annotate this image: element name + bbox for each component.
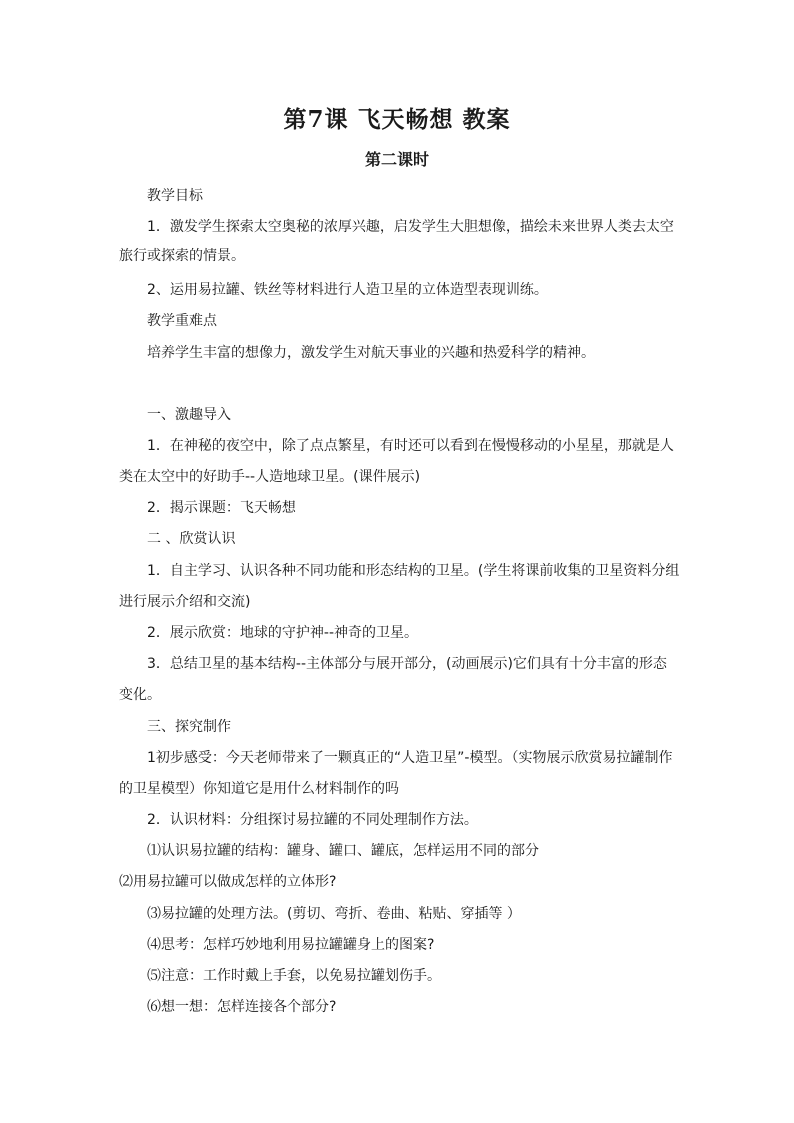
paragraph-line: 的卫星模型）你知道它是用什么材料制作的吗 [119,781,399,797]
paragraph-line: 1．在神秘的夜空中，除了点点繁星，有时还可以看到在慢慢移动的小星星，那就是人 [147,438,674,454]
list-item: ⑸注意：工作时戴上手套，以免易拉罐划伤手。 [147,968,441,984]
paragraph-line: 进行展示介绍和交流) [119,594,251,610]
list-item: ⑶易拉罐的处理方法。(剪切、弯折、卷曲、粘贴、穿插等 ） [147,906,521,922]
paragraph-line: 2．揭示课题：飞天畅想 [147,500,296,516]
paragraph-line: 旅行或探索的情景。 [119,248,245,264]
section-heading-key-points: 教学重难点 [147,313,217,329]
paragraph-line: 3．总结卫星的基本结构--主体部分与展开部分，(动画展示)它们具有十分丰富的形态 [147,656,667,672]
page-subtitle: 第二课时 [364,150,429,169]
section-heading-making: 三、探究制作 [147,719,231,735]
paragraph-line: 2．认识材料：分组探讨易拉罐的不同处理制作方法。 [147,812,478,828]
section-heading-objectives: 教学目标 [147,188,203,204]
list-item: ⑴认识易拉罐的结构：罐身、罐口、罐底，怎样运用不同的部分 [147,843,539,859]
list-item: ⑹想一想：怎样连接各个部分? [147,999,337,1015]
paragraph-line: 2．展示欣赏：地球的守护神--神奇的卫星。 [147,625,419,641]
paragraph-line: 1初步感受：今天老师带来了一颗真正的“人造卫星”-模型。（实物展示欣赏易拉罐制作 [147,750,673,766]
section-heading-intro: 一、激趣导入 [147,407,231,423]
page-title: 第7课 飞天畅想 教案 [283,106,511,133]
list-item: ⑷思考：怎样巧妙地利用易拉罐罐身上的图案? [147,937,435,953]
paragraph-line: 1．激发学生探索太空奥秘的浓厚兴趣，启发学生大胆想像，描绘未来世界人类去太空 [147,219,674,235]
paragraph-line: 类在太空中的好助手--人造地球卫星。(课件展示) [119,469,421,485]
paragraph-line: 变化。 [119,687,161,703]
section-heading-appreciation: 二 、欣赏认识 [147,531,236,547]
paragraph-line: 1．自主学习、认识各种不同功能和形态结构的卫星。(学生将课前收集的卫星资料分组 [147,563,680,579]
paragraph-line: 2、运用易拉罐、铁丝等材料进行人造卫星的立体造型表现训练。 [147,282,548,298]
paragraph-line: 培养学生丰富的想像力，激发学生对航天事业的兴趣和热爱科学的精神。 [147,345,595,361]
list-item: ⑵用易拉罐可以做成怎样的立体形? [119,874,337,890]
